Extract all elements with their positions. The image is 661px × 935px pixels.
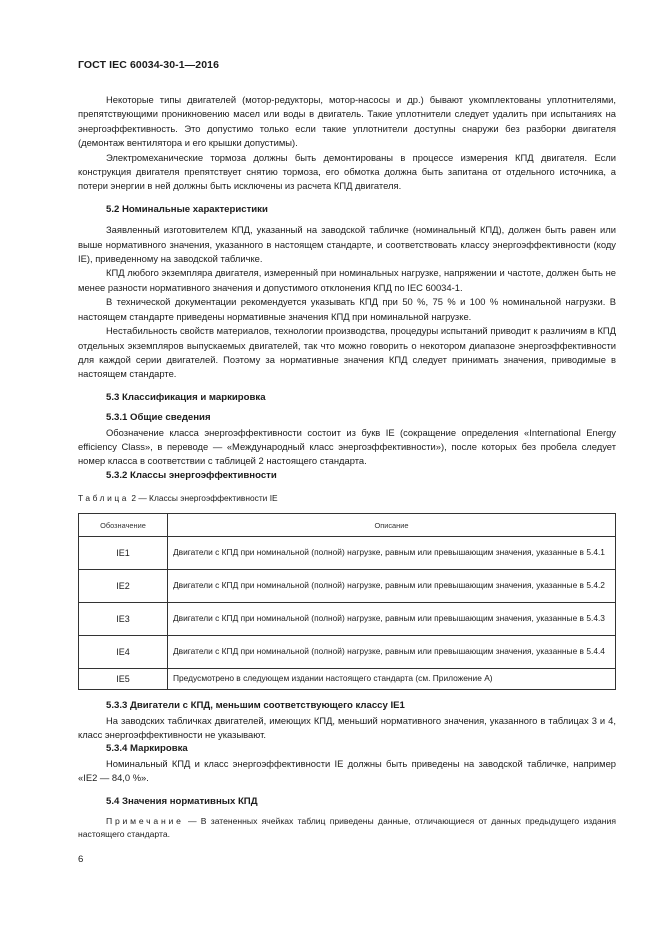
class-code-cell: IE3 [79, 603, 168, 636]
class-description-cell: Двигатели с КПД при номинальной (полной) нагрузке, равным или превышающим значения, указанные в 5.4.2 [168, 570, 616, 603]
section-heading-5-3: 5.3 Классификация и маркировка [106, 391, 266, 403]
table-row [79, 669, 616, 690]
paragraph: Номинальный КПД и класс энергоэффективности IE должны быть приведены на заводской табличке, например «IE2 — 84,0 %». [78, 757, 616, 784]
subsection-heading-5-3-2: 5.3.2 Классы энергоэффективности [106, 469, 277, 481]
table-row [79, 603, 616, 636]
paragraph: Нестабильность свойств материалов, технологии производства, процедуры испытаний приводит к различиям в КПД отдельных экземпляров выпускаемых двигателей, так что можно говорить о некотором диапазоне энергоэффективности для каждой серии двигателей. Поэтому за нормативные значения КПД следует принимать значения, приводимые в настоящем стандарте. [78, 325, 616, 380]
note-prefix: Примечание [106, 816, 184, 826]
table-row [79, 537, 616, 570]
table-row [79, 636, 616, 669]
paragraph: На заводских табличках двигателей, имеющих КПД, меньший нормативного значения, указанного в таблицах 3 и 4, класс энергоэффективности не указывают. [78, 714, 616, 740]
table-header-row [79, 514, 616, 537]
class-description-cell: Двигатели с КПД при номинальной (полной) нагрузке, равным или превышающим значения, указанные в 5.4.4 [168, 636, 616, 669]
class-code-cell: IE2 [79, 570, 168, 603]
subsection-heading-5-3-1: 5.3.1 Общие сведения [106, 412, 211, 424]
table-row [79, 570, 616, 603]
subsection-heading-5-3-3: 5.3.3 Двигатели с КПД, меньшим соответствующего классу IE1 [106, 700, 405, 712]
table-caption-prefix: Таблица [78, 493, 130, 504]
paragraph: В технической документации рекомендуется указывать КПД при 50 %, 75 % и 100 % номинальной нагрузки. В настоящем стандарте приведены нормативные значения КПД при номинальной нагрузке. [78, 296, 616, 322]
class-description-cell: Двигатели с КПД при номинальной (полной) нагрузке, равным или превышающим значения, указанные в 5.4.1 [168, 537, 616, 570]
paragraph: Некоторые типы двигателей (мотор-редукторы, мотор-насосы и др.) бывают укомплектованы уплотнителями, препятствующими проникновению масел или воды в двигатель. Такие уплотнители следует удалить при испытаниях на энергоэффективность. Это допустимо только если такие уплотнители доступны снаружи без разборки двигателя (демонтаж вентилятора и его крышки допустимы). [78, 94, 616, 149]
note [78, 815, 616, 840]
class-description-cell: Предусмотрено в следующем издании настоящего стандарта (см. Приложение А) [168, 669, 616, 690]
section-heading-5-2: 5.2 Номинальные характеристики [106, 203, 268, 215]
section-heading-5-4: 5.4 Значения нормативных КПД [106, 795, 258, 807]
column-header-code: Обозначение [79, 514, 168, 537]
paragraph: Заявленный изготовителем КПД, указанный на заводской табличке (номинальный КПД), должен быть равен или выше нормативного значения, указанного в настоящем стандарте, и соответствовать классу энергоэффективности (коду IE), приведенному на заводской табличке. [78, 224, 616, 265]
table-caption-text: 2 — Классы энергоэффективности IE [129, 493, 278, 504]
class-code-cell: IE4 [79, 636, 168, 669]
class-code-cell: IE1 [79, 537, 168, 570]
note-text: — В затененных ячейках таблиц приведены данные, отличающиеся от данных предыдущего издания настоящего стандарта. [78, 816, 616, 839]
page-number: 6 [78, 854, 84, 865]
table-caption [78, 492, 616, 504]
subsection-heading-5-3-4: 5.3.4 Маркировка [106, 743, 188, 755]
document-header: ГОСТ IEC 60034-30-1—2016 [78, 59, 220, 71]
paragraph: Электромеханические тормоза должны быть демонтированы в процессе измерения КПД двигателя. Если конструкция двигателя препятствует снятию тормоза, его обмотка должна быть запитана от отдельного источника, а потери энергии в ней должны быть исключены из расчета КПД двигателя. [78, 151, 616, 192]
class-code-cell: IE5 [79, 669, 168, 690]
energy-class-table [78, 513, 616, 690]
page-content [78, 93, 616, 840]
paragraph: КПД любого экземпляра двигателя, измеренный при номинальных нагрузке, напряжении и частоте, должен быть не менее разности нормативного значения и допустимого отклонения КПД по IEC 60034-1. [78, 267, 616, 293]
column-header-description: Описание [168, 514, 616, 537]
class-description-cell: Двигатели с КПД при номинальной (полной) нагрузке, равным или превышающим значения, указанные в 5.4.3 [168, 603, 616, 636]
paragraph: Обозначение класса энергоэффективности состоит из букв IE (сокращение определения «International Energy efficiency Class», в переводе — «Международный класс энергоэффективности»), после которых без пробела следует номер класса в соответствии с таблицей 2 настоящего стандарта. [78, 426, 616, 467]
